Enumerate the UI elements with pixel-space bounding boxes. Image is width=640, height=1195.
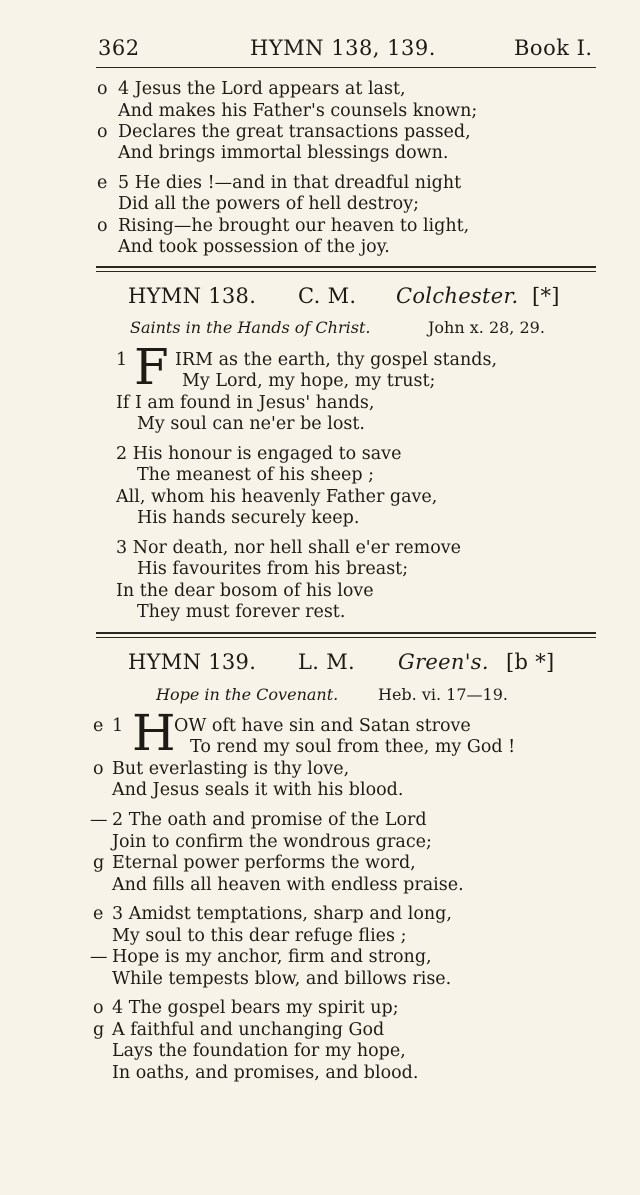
header-rule xyxy=(96,67,596,68)
verse-line: And makes his Father's counsels known; xyxy=(118,101,478,121)
dynamic-mark: g xyxy=(93,853,105,873)
running-title: HYMN 138, 139. xyxy=(250,36,436,60)
verse-line: All, whom his heavenly Father gave, xyxy=(116,487,438,507)
verse-line: 4 The gospel bears my spirit up; xyxy=(112,998,399,1018)
stanza-number: 1 xyxy=(116,350,128,370)
stanza-number: 1 xyxy=(112,716,124,736)
verse-line: 2 His honour is engaged to save xyxy=(116,444,402,464)
dynamic-mark: e xyxy=(93,716,104,736)
verse-line: Rising—he brought our heaven to light, xyxy=(118,216,470,236)
hymn-meter: L. M. xyxy=(298,650,355,674)
hymn-sign: [b *] xyxy=(506,650,555,674)
verse-line: A faithful and unchanging God xyxy=(112,1020,385,1040)
verse-line: And Jesus seals it with his blood. xyxy=(112,780,404,800)
verse-line: To rend my soul from thee, my God ! xyxy=(190,737,516,757)
scripture-reference: Heb. vi. 17—19. xyxy=(378,685,508,704)
verse-line: IRM as the earth, thy gospel stands, xyxy=(175,350,498,370)
verse-line: 5 He dies !—and in that dreadful night xyxy=(118,173,462,193)
drop-cap: F xyxy=(134,338,169,396)
verse-line: OW oft have sin and Satan strove xyxy=(174,716,471,736)
verse-line: Lays the foundation for my hope, xyxy=(112,1041,406,1061)
dynamic-mark: g xyxy=(93,1020,105,1040)
verse-line: Did all the powers of hell destroy; xyxy=(118,194,420,214)
hymn-meter: C. M. xyxy=(298,284,357,308)
verse-line: My soul to this dear refuge flies ; xyxy=(112,926,407,946)
dynamic-mark: o xyxy=(93,998,104,1018)
verse-line: His hands securely keep. xyxy=(137,508,360,528)
dynamic-mark: — xyxy=(90,947,108,967)
verse-line: And took possession of the joy. xyxy=(118,237,390,257)
verse-line: They must forever rest. xyxy=(137,602,346,622)
verse-line: In the dear bosom of his love xyxy=(116,581,374,601)
verse-line: And fills all heaven with endless praise. xyxy=(112,875,464,895)
dynamic-mark: o xyxy=(97,216,108,236)
hymn-sign: [*] xyxy=(532,284,560,308)
verse-line: My Lord, my hope, my trust; xyxy=(182,371,436,391)
section-divider xyxy=(96,266,596,268)
verse-line: Join to confirm the wondrous grace; xyxy=(112,832,432,852)
verse-line: 4 Jesus the Lord appears at last, xyxy=(118,79,406,99)
scripture-reference: John x. 28, 29. xyxy=(428,318,545,337)
verse-line: And brings immortal blessings down. xyxy=(118,143,449,163)
hymn-subject: Saints in the Hands of Christ. xyxy=(130,318,371,337)
hymn-tune: Colchester. xyxy=(396,284,519,308)
hymn-tune: Green's. xyxy=(398,650,489,674)
verse-line: His favourites from his breast; xyxy=(137,559,409,579)
verse-line: 3 Amidst temptations, sharp and long, xyxy=(112,904,452,924)
hymn-number: HYMN 139. xyxy=(128,650,257,674)
verse-line: Declares the great transactions passed, xyxy=(118,122,471,142)
verse-line: 2 The oath and promise of the Lord xyxy=(112,810,427,830)
verse-line: 3 Nor death, nor hell shall e'er remove xyxy=(116,538,462,558)
dynamic-mark: o xyxy=(97,79,108,99)
verse-line: Eternal power performs the word, xyxy=(112,853,416,873)
verse-line: My soul can ne'er be lost. xyxy=(137,414,365,434)
dynamic-mark: e xyxy=(93,904,104,924)
dynamic-mark: — xyxy=(90,810,108,830)
verse-line: While tempests blow, and billows rise. xyxy=(112,969,452,989)
dynamic-mark: e xyxy=(97,173,108,193)
verse-line: But everlasting is thy love, xyxy=(112,759,350,779)
drop-cap: H xyxy=(132,704,176,762)
verse-line: The meanest of his sheep ; xyxy=(137,465,375,485)
section-divider xyxy=(96,632,596,634)
verse-line: Hope is my anchor, firm and strong, xyxy=(112,947,432,967)
book-label: Book I. xyxy=(514,36,593,60)
dynamic-mark: o xyxy=(97,122,108,142)
verse-line: If I am found in Jesus' hands, xyxy=(116,393,375,413)
page-number: 362 xyxy=(98,36,140,60)
hymn-subject: Hope in the Covenant. xyxy=(156,685,339,704)
dynamic-mark: o xyxy=(93,759,104,779)
section-divider xyxy=(96,637,596,638)
hymn-number: HYMN 138. xyxy=(128,284,257,308)
verse-line: In oaths, and promises, and blood. xyxy=(112,1063,419,1083)
section-divider xyxy=(96,271,596,272)
